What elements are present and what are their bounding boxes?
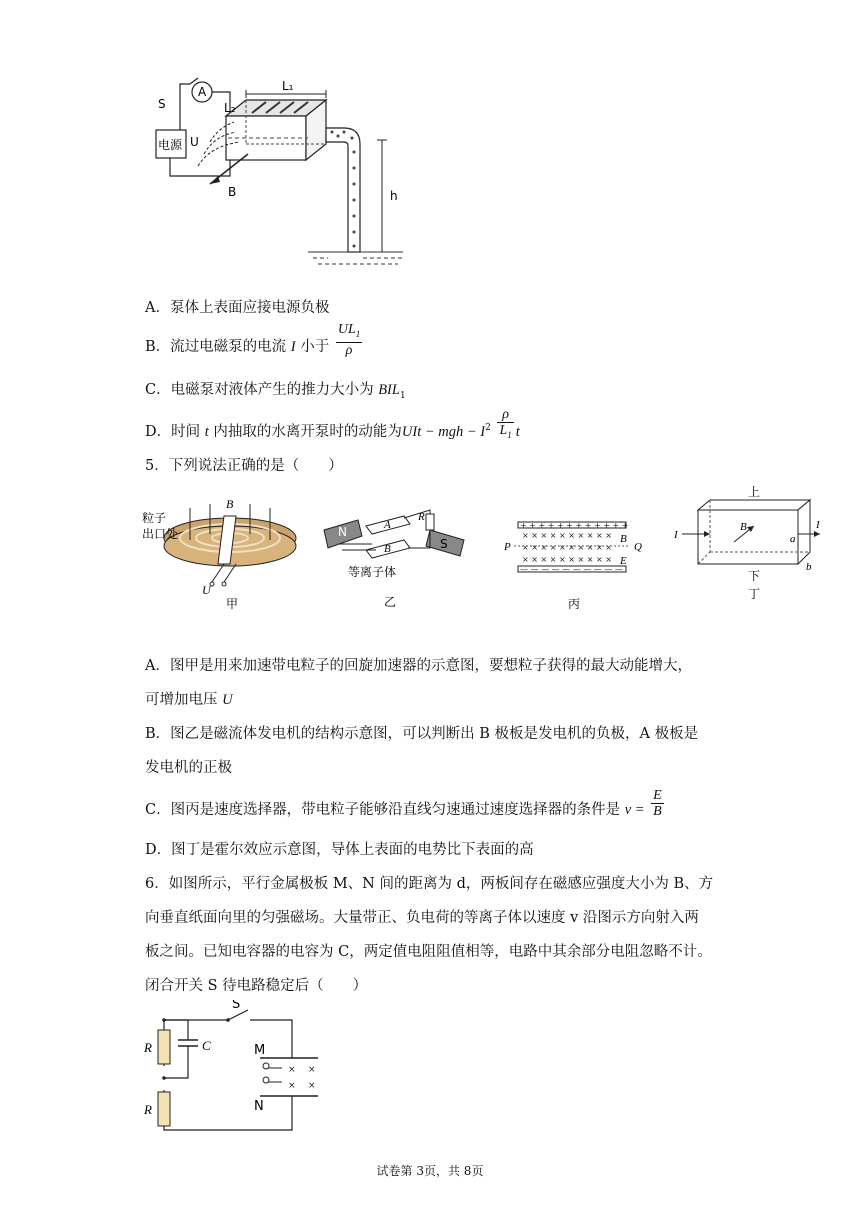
q5-option-c-num: E — [653, 787, 662, 803]
label-U: U — [190, 135, 199, 149]
svg-text:×: × — [308, 1065, 316, 1075]
circuit-label-N: N — [254, 1099, 264, 1114]
q6-stem-line3: 板之间。已知电容器的电容为 C，两定值电阻阻值相等，电路中其余部分电阻忽略不计。 — [145, 944, 712, 960]
q4-option-d-fraction: $\frac{\rho}{L_1}$ — [499, 406, 512, 440]
yi-label-R: R — [418, 511, 425, 523]
label-S: S — [158, 97, 166, 111]
ding-label-b: b — [806, 561, 812, 573]
q5-option-a-prefix: 可增加电压 — [145, 692, 218, 708]
resistor-2 — [158, 1092, 170, 1126]
svg-text:+ + + + + + + + + + + +: + + + + + + + + + + + + — [520, 521, 629, 530]
label-A: A — [198, 85, 207, 99]
q4-option-b-den: ρ — [345, 342, 353, 358]
cyclotron-figure — [140, 494, 300, 614]
jia-caption: 甲 — [226, 597, 239, 611]
q4-option-d-var: t — [204, 423, 209, 440]
q5-option-c-prefix: C．图丙是速度选择器，带电粒子能够沿直线匀速通过速度选择器的条件是 — [145, 802, 621, 818]
q5-option-a-line1: A．图甲是用来加速带电粒子的回旋加速器的示意图，要想粒子获得的最大动能增大， — [145, 658, 692, 674]
q4-option-d-formula: UIt − mgh − I — [401, 423, 486, 440]
q4-option-d-den: L — [499, 422, 508, 438]
label-h: h — [390, 189, 398, 203]
pump-figure — [148, 72, 418, 272]
q6-stem-line4: 闭合开关 S 待电路稳定后（ ） — [145, 978, 368, 994]
circuit-label-R1: R — [144, 1040, 152, 1055]
bing-label-Q: Q — [634, 541, 642, 553]
q4-option-d-prefix: D．时间 — [145, 423, 201, 440]
svg-text:×: × — [288, 1081, 296, 1091]
bing-label-E: E — [620, 555, 627, 567]
bing-label-B: B — [620, 533, 627, 545]
ding-label-I-left: I — [674, 529, 678, 541]
q4-option-a: A．泵体上表面应接电源负极 — [145, 300, 330, 316]
page-footer: 试卷第 3页，共 8页 — [376, 1164, 484, 1178]
q4-option-d: D．时间 t 内抽取的水离开泵时的动能为UIt − mgh − $I^2$ $\frac{\rho}{L_1}$ t — [145, 418, 520, 443]
q4-option-b-num: UL — [337, 322, 356, 337]
ding-caption: 丁 — [748, 587, 761, 601]
q4-option-d-tail: t — [515, 423, 520, 440]
ding-label-I-right: I — [816, 519, 820, 531]
jia-label-B: B — [226, 497, 234, 511]
bing-caption: 丙 — [568, 597, 581, 611]
q5-option-c-fraction — [651, 788, 664, 819]
yi-label-S: S — [440, 537, 448, 551]
bing-label-P: P — [504, 541, 511, 553]
jia-label-U: U — [202, 583, 211, 597]
q5-option-c-den: B — [653, 803, 662, 819]
svg-text:× × × × × × × × × ×: × × × × × × × × × × — [522, 555, 612, 564]
q4-option-b-mid: 小于 — [300, 338, 330, 355]
yi-label-B: B — [384, 543, 391, 555]
ding-label-B: B — [740, 521, 747, 533]
circuit-figure — [138, 1000, 328, 1140]
svg-text:× × × × × × × × × ×: × × × × × × × × × × — [522, 543, 612, 552]
q4-option-b-fraction: $\frac{UL_1}{\rho}$ — [337, 322, 361, 358]
yi-label-N: N — [338, 525, 347, 539]
ding-label-bottom: 下 — [748, 569, 761, 583]
label-L2: L₂ — [224, 101, 236, 115]
jia-label-outlet-2: 出口处 — [142, 527, 179, 541]
svg-text:— — — — — — — — — —: — — — — — — — — — — — [520, 565, 623, 574]
q5-option-d: D．图丁是霍尔效应示意图，导体上表面的电势比下表面的高 — [145, 842, 534, 858]
q4-option-d-num: ρ — [497, 407, 513, 423]
circuit-label-S: S — [232, 1000, 241, 1012]
label-B: B — [228, 185, 237, 199]
svg-text:× × × × × × × × × ×: × × × × × × × × × × — [522, 531, 612, 540]
svg-text:×: × — [308, 1081, 316, 1091]
circuit-label-M: M — [254, 1043, 266, 1058]
circuit-label-R2: R — [144, 1102, 152, 1117]
q5-option-b-line2: 发电机的正极 — [145, 760, 232, 776]
q5-option-a-var: U — [222, 692, 233, 708]
q4-option-c: C．电磁泵对液体产生的推力大小为 $BIL_1$ — [145, 382, 406, 401]
svg-text:×: × — [288, 1065, 296, 1075]
mhd-generator-figure — [318, 500, 468, 615]
q5-option-b-line1: B．图乙是磁流体发电机的结构示意图，可以判断出 B 极板是发电机的负极，A 极板是 — [145, 726, 699, 742]
ding-label-top: 上 — [748, 486, 761, 499]
q5-option-a-line2 — [145, 690, 233, 710]
label-L1: L₁ — [282, 79, 294, 93]
q4-option-c-formula: BIL — [378, 382, 400, 398]
velocity-selector-figure — [500, 516, 650, 616]
q6-stem-line2: 向垂直纸面向里的匀强磁场。大量带正、负电荷的等离子体以速度 v 沿图示方向射入两 — [145, 910, 699, 926]
ding-label-a: a — [790, 533, 796, 545]
yi-label-A: A — [384, 519, 391, 531]
resistor-1 — [158, 1030, 170, 1064]
q5-option-c — [145, 787, 666, 820]
q6-stem-line1: 6．如图所示，平行金属极板 M、N 间的距离为 d，两板间存在磁感应强度大小为 B、方 — [145, 876, 714, 892]
jia-label-outlet: 粒子 — [142, 511, 167, 525]
q4-option-c-prefix: C．电磁泵对液体产生的推力大小为 — [145, 382, 374, 398]
label-power-source: 电源 — [158, 138, 183, 152]
hall-effect-figure — [670, 486, 830, 608]
q4-option-d-mid: 内抽取的水离开泵时的动能为 — [213, 423, 402, 440]
q5-option-c-lhs: v = — [624, 802, 645, 818]
yi-caption: 乙 — [384, 595, 397, 609]
q4-option-b-var: I — [290, 338, 296, 355]
q4-option-b-prefix: B．流过电磁泵的电流 — [145, 338, 287, 355]
circuit-label-C: C — [202, 1038, 211, 1053]
q4-option-b — [145, 322, 364, 358]
yi-label-plasma: 等离子体 — [348, 565, 397, 579]
q5-stem: 5．下列说法正确的是（ ） — [145, 458, 343, 474]
